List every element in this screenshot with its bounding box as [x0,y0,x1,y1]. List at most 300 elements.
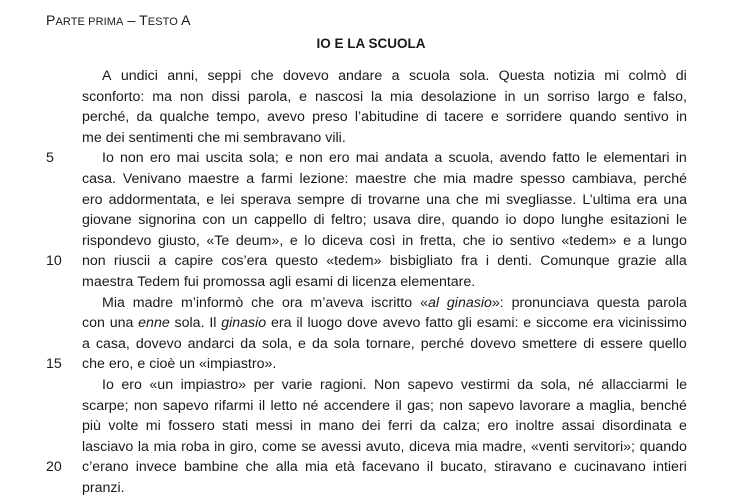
line-number: 20 [46,459,62,476]
italic-text: enne [138,315,170,332]
word: «tedem» [561,232,617,249]
word: scarpe; [82,397,129,414]
word: ero [82,191,103,208]
word: feltro; [331,212,367,229]
word: era [592,315,614,332]
word: perché [420,335,465,352]
word: era [271,315,292,332]
word: da [240,335,257,352]
word: sentimenti [128,129,194,146]
word: a [391,68,400,84]
word: non [179,88,204,105]
word: capire [174,253,214,270]
text-line [0,416,742,437]
word: i [485,253,489,270]
word: Tedem [137,273,180,290]
word: andata [384,150,429,167]
word: madre, [482,438,527,455]
word: a [82,335,90,352]
word: a [158,253,167,270]
word: in [675,150,687,167]
word: casa, [95,335,130,352]
word: e [289,232,298,249]
word: tornare, [365,335,415,352]
line-text [82,128,687,149]
word: sorriso [547,88,590,105]
word: smettere [521,335,578,352]
word: servitori»; [573,438,635,455]
word: bisbigliato [389,253,453,270]
italic-text: ginasio [221,315,267,332]
word: sempre [297,191,345,208]
word: vicinissimo [618,315,687,332]
text-line [0,396,742,417]
text-line [0,210,742,231]
word: inoltre [515,418,555,435]
word: farmi [261,170,293,187]
word: dissi [211,88,240,105]
word: la [371,88,383,105]
line-number: 5 [46,150,54,167]
text-line [0,272,742,293]
word: lungo [652,232,687,249]
word: qualche [159,109,210,126]
word: da [419,418,436,435]
text-line [0,128,742,149]
word: impiastro» [180,376,247,393]
word: desolazione [420,88,497,105]
word: «impiastro». [199,356,277,373]
word: elementari [603,150,670,167]
word: «tedem» [326,253,382,270]
word: di [425,109,438,126]
word: falso, [653,88,687,105]
word: era [636,191,658,208]
word: non [439,397,463,414]
line-text [82,396,687,417]
word: un [523,88,540,105]
line-text [102,148,687,169]
word: allacciarmi [601,376,669,393]
word: promossa [202,273,266,290]
word: denti. [497,253,532,270]
word: disordinata [602,418,672,435]
word: e [285,150,293,167]
word: io [492,232,504,249]
word: le [586,150,598,167]
word: non [82,253,106,270]
word: assai [561,418,595,435]
word: che [455,191,479,208]
word: che [250,68,274,84]
word: età [335,459,355,476]
word: Il [209,315,217,332]
text-line [0,107,742,128]
word: maestra [82,273,134,290]
word: addormentata, [108,191,201,208]
word: usava [373,212,411,229]
word: alla [275,459,298,476]
word: il [258,397,266,414]
word: tempo, [216,109,260,126]
word: dove [347,315,378,332]
word: cambiava, [572,170,637,187]
word: le [675,376,687,393]
text-line [0,231,742,252]
word: perché, [82,109,130,126]
word: madre [473,170,514,187]
word: varie [281,376,313,393]
word: lezione: [299,170,349,187]
word: sapevo [407,376,454,393]
word: sola, [540,376,571,393]
word: in [675,109,687,126]
word: non [133,397,158,414]
word: andare [338,68,383,84]
text-line [0,478,742,498]
word: intieri [652,459,687,476]
word: ero [329,150,350,167]
word: se [301,438,317,455]
header-t: T [139,12,148,28]
word: L’ultima [582,191,631,208]
word: e [558,459,567,476]
word: questo [275,253,319,270]
word: letto [270,397,298,414]
word: scuola [408,68,450,84]
word: lunghe [561,212,604,229]
word: m’informò [180,294,244,311]
word: essere [600,335,643,352]
document-title: IO E LA SCUOLA [316,36,426,51]
word: giovane [82,212,132,229]
word: in [504,88,516,105]
document-body [0,66,742,498]
word: mi [145,418,161,435]
word: deum», [235,232,284,249]
line-text [82,169,687,190]
word: cappello [254,212,307,229]
word: sola [333,335,360,352]
word: bambine [183,459,239,476]
word: giro, [229,438,258,455]
word: sorridere [506,109,562,126]
line-text [82,87,687,108]
header-section: ARTE PRIMA [55,16,124,28]
word: avevo [267,109,305,126]
text-line [0,437,742,458]
word: il [426,459,434,476]
word: mi [224,129,240,146]
word: maestre [188,170,240,187]
word: fra [461,253,478,270]
word: mia [454,438,478,455]
word: che [245,459,269,476]
word: madre [132,294,174,311]
word: esami [295,273,334,290]
word: non [299,150,323,167]
text-line [0,313,742,334]
word: a [576,397,584,414]
text-line [0,251,742,272]
word: con [202,212,226,229]
word: me [82,129,102,146]
word: e [299,88,308,105]
text-line [0,354,742,375]
word: la [137,438,149,455]
word: le [675,212,687,229]
line-text [82,313,687,334]
word: giusto, [158,232,200,249]
line-text [82,272,687,293]
word: gli [457,315,472,332]
header-letter: A [177,12,191,28]
word: che [251,294,275,311]
word: diceva [409,438,451,455]
word: a [637,232,646,249]
word: di [350,191,362,208]
italic-text: al [427,294,439,311]
word: dire, [417,212,446,229]
word: stiravano [494,459,552,476]
word: seppi [207,68,242,84]
header-text: ESTO [147,16,178,28]
word: andarci [187,335,235,352]
word: né [578,376,594,393]
word: da [136,109,153,126]
word: alla [664,253,687,270]
word: pranzi. [82,479,125,496]
word: quando [639,438,687,455]
word: siccome [536,315,589,332]
line-text [82,107,687,128]
word: largo [597,88,630,105]
word: colmò [628,68,667,84]
word: e [490,109,499,126]
word: Questa [498,68,545,84]
line-text [102,66,687,87]
word: che [462,232,486,249]
header-dash: – [123,12,140,28]
word: roba [181,438,210,455]
word: fossero [168,418,215,435]
word: rispondevo [82,232,152,249]
word: sperava [240,191,292,208]
word: ma [152,88,172,105]
line-text [82,354,687,375]
line-text [82,478,687,498]
word: di [313,212,325,229]
word: dovevo [282,68,329,84]
line-text [82,190,687,211]
word: svegliasse. [506,191,577,208]
word: Mia [102,294,125,311]
word: diceva [321,232,363,249]
word: io [505,212,517,229]
word: c’erano [82,459,129,476]
word: più [82,418,101,435]
word: esitazioni [610,212,670,229]
word: ora [281,294,303,311]
word: m’aveva [310,294,364,311]
word: avessi [320,438,362,455]
word: lasciavo [82,438,134,455]
word: e [637,88,646,105]
word: riuscii [113,253,151,270]
word: da [517,376,534,393]
word: A [102,68,112,84]
word: una [426,191,450,208]
line-text [82,251,687,272]
word: parola [647,294,687,311]
word: facevano [362,459,420,476]
word: mia [304,459,328,476]
word: fatto [552,150,580,167]
word: avendo [499,150,547,167]
word: sola. [459,68,490,84]
word: rifarmi [214,397,254,414]
word: ero [487,418,509,435]
word: che [197,129,221,146]
word: in [214,438,226,455]
word: Io [102,376,114,393]
line-text [102,375,687,396]
word: bucato, [440,459,487,476]
text-line [0,148,742,169]
word: in [402,232,414,249]
word: Venivano [122,170,182,187]
word: dei [105,129,125,146]
word: Comunque [540,253,610,270]
word: lo [304,232,316,249]
text-line [0,190,742,211]
word: Non [374,376,401,393]
word: calza; [443,418,481,435]
word: e [298,335,306,352]
word: dei [361,418,381,435]
word: luogo [307,315,343,332]
word: una [663,191,687,208]
word: e [523,315,532,332]
header-p: P [46,12,56,28]
word: ero [149,150,171,167]
word: undici [120,68,158,84]
word: dopo [523,212,555,229]
word: ginasio»: [446,294,504,311]
word: cos’era [221,253,268,270]
word: notizia [553,68,595,84]
line-number: 15 [46,356,62,373]
word [138,313,170,334]
word: spesso [520,170,566,187]
word: mai [176,150,200,167]
word: ero, [108,356,134,373]
word: scuola, [448,150,494,167]
line-text [82,416,687,437]
word: una [109,315,134,332]
line-text [82,334,687,355]
text-line [0,87,742,108]
word: sembravano [243,129,322,146]
word: ferri [387,418,413,435]
text-line [0,375,742,396]
word: di [675,68,687,84]
word: accendere [323,397,391,414]
word: agli [269,273,292,290]
word: quando [451,212,499,229]
word: casa. [82,170,116,187]
word: perché [643,170,687,187]
word: anni, [167,68,199,84]
word: che [413,170,437,187]
line-text [102,293,687,314]
word: benché [640,397,687,414]
word: vili. [325,129,346,146]
word: quello [648,335,687,352]
word: e [623,232,632,249]
word: fretta, [419,232,457,249]
word: maglia, [589,397,636,414]
word: preso [312,109,348,126]
word: sola, [262,335,293,352]
word: un [231,212,248,229]
word: fui [183,273,199,290]
word: trovarne [367,191,420,208]
word: elementare. [400,273,476,290]
word: invece [135,459,177,476]
word: sentivo [623,109,669,126]
word: tacere [444,109,484,126]
word: per [253,376,275,393]
word: dovevo [470,335,516,352]
word: quando [569,109,617,126]
word: da [311,335,328,352]
italic-text: ginasio [446,294,492,311]
word: cioè [149,356,176,373]
word: a [246,170,255,187]
line-text [82,437,687,458]
word: maestre [355,170,407,187]
word: mai [355,150,379,167]
word: stati [222,418,249,435]
word: grazie [617,253,657,270]
word: mia [153,438,177,455]
word: «Te [206,232,230,249]
word: mia [390,88,413,105]
word: sapevo [162,397,209,414]
word: l’abitudine [354,109,419,126]
line-text [82,231,687,252]
text-line [0,293,742,314]
word: cucinavano [573,459,646,476]
word: gas; [407,397,434,414]
word: ragioni. [319,376,367,393]
word: «venti [530,438,569,455]
line-text [82,210,687,231]
word: con [82,315,105,332]
line-number: 10 [46,253,62,270]
word: di [337,273,349,290]
word: sconforto: [82,88,145,105]
word: in [300,418,312,435]
word: a [434,150,443,167]
word: avuto, [365,438,405,455]
word: il [296,315,303,332]
word: «un [149,376,174,393]
word: sapevo [468,397,515,414]
word: «al [420,294,439,311]
word: di [583,335,595,352]
